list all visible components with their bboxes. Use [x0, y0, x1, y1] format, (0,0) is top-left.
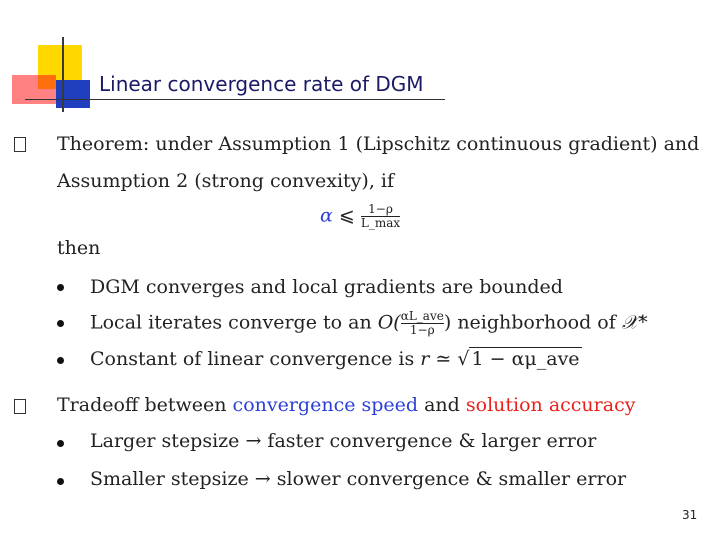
tradeoff-line	[57, 394, 635, 416]
bullet-2-close: )	[443, 311, 452, 334]
sqrt-sign: √	[457, 348, 470, 370]
bullet-2-frac-num: αL_ave	[400, 309, 444, 323]
bullet-dot-icon	[57, 440, 64, 447]
page-number: 31	[682, 508, 698, 522]
theorem-line-2: Assumption 2 (strong convexity), if	[57, 170, 395, 192]
bullet-3-r: r	[420, 348, 430, 370]
bullet-3-radicand: 1 − αμ_ave	[471, 348, 580, 370]
bullet-2-post: neighborhood of	[457, 311, 616, 334]
tradeoff-convergence-speed: convergence speed	[232, 394, 419, 416]
bullet-2-big-o: O(	[377, 311, 401, 334]
then-label: then	[57, 237, 101, 259]
bullet-2-fraction	[401, 310, 444, 337]
bullet-2-pre: Local iterates converge to an	[90, 311, 372, 334]
tradeoff-solution-accuracy: solution accuracy	[465, 394, 636, 416]
bullet-dot-icon	[57, 478, 64, 485]
theorem-bullet-2	[90, 310, 648, 337]
tradeoff-pre: Tradeoff between	[57, 394, 227, 416]
tradeoff-bullet-1: Larger stepsize → faster convergence & larger error	[90, 430, 597, 452]
bullet-dot-icon	[57, 357, 64, 364]
tradeoff-bullet-2: Smaller stepsize → slower convergence & smaller error	[90, 468, 627, 490]
bullet-3-pre: Constant of linear convergence is	[90, 348, 415, 370]
bullet-2-set: 𝒳*	[621, 311, 648, 334]
decor-vertical-line	[62, 37, 64, 112]
theorem-condition	[320, 203, 400, 230]
condition-alpha: α	[320, 204, 333, 227]
square-bullet-icon	[14, 399, 26, 414]
bullet-2-frac-den: 1−ρ	[401, 323, 444, 337]
condition-fraction	[361, 203, 400, 230]
theorem-bullet-1: DGM converges and local gradients are bounded	[90, 276, 563, 298]
theorem-bullet-3	[90, 348, 582, 370]
bullet-dot-icon	[57, 284, 64, 291]
decor-title-underline	[25, 99, 445, 100]
condition-leq: ⩽	[338, 204, 355, 227]
tradeoff-mid: and	[424, 394, 460, 416]
square-bullet-icon	[14, 137, 26, 152]
condition-numerator: 1−ρ	[368, 202, 393, 216]
theorem-line-1: Theorem: under Assumption 1 (Lipschitz continuous gradient) and	[57, 133, 700, 155]
slide-title: Linear convergence rate of DGM	[99, 72, 424, 96]
bullet-dot-icon	[57, 320, 64, 327]
bullet-3-sim: ≃	[435, 348, 452, 370]
condition-denominator: L_max	[360, 216, 401, 231]
